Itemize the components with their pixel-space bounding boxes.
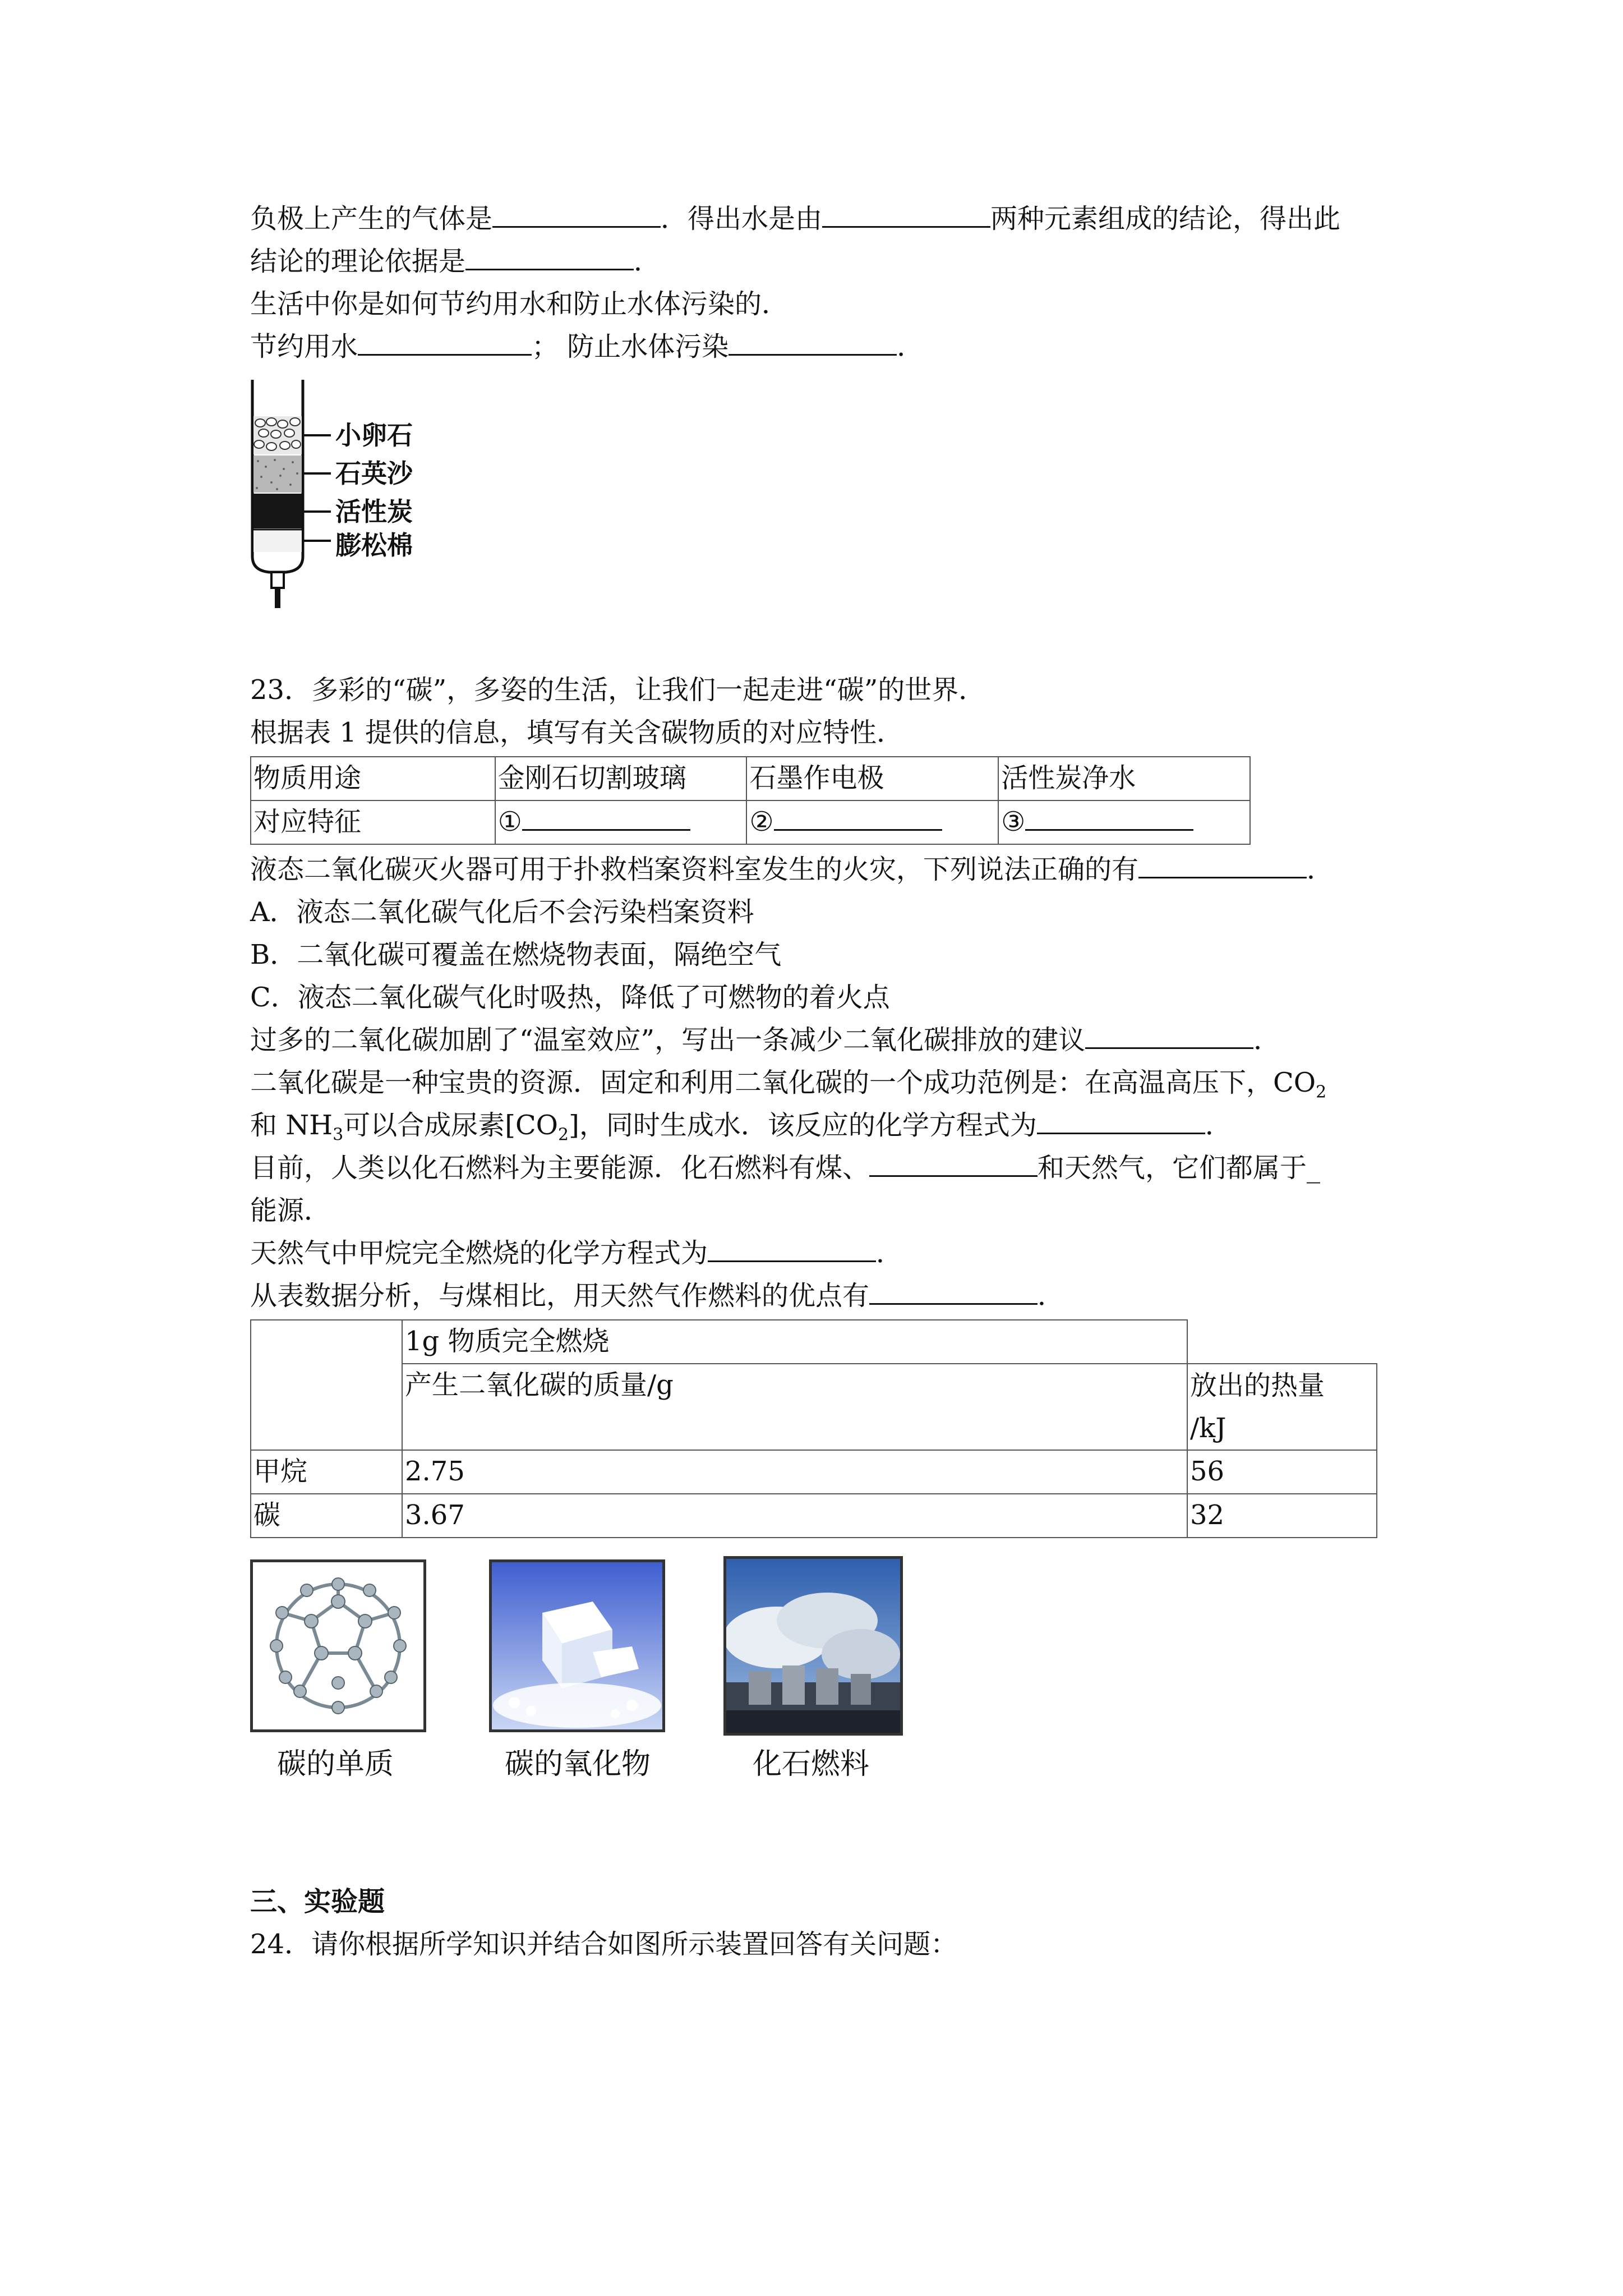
table-row <box>251 1494 1377 1538</box>
text-line-8 <box>250 1019 1280 1061</box>
circle-number: ③ <box>1001 806 1026 838</box>
answer-blank <box>822 204 990 228</box>
caption-carbon-oxide: 碳的氧化物 <box>504 1747 651 1781</box>
caption-carbon-element: 碳的单质 <box>276 1747 394 1781</box>
table-cell <box>495 800 747 844</box>
caption-fossil-fuel: 化石燃料 <box>752 1747 869 1781</box>
answer-blank <box>358 332 532 356</box>
text-line-7 <box>250 848 1334 891</box>
text-line-11 <box>250 1147 1320 1189</box>
text-line-3: 生活中你是如何节约用水和防止水体污染的． <box>250 288 789 320</box>
text: 液态二氧化碳灭火器可用于扑救档案资料室发生的火灾，下列说法正确的有 <box>250 854 1139 885</box>
text-line-13 <box>250 1232 903 1274</box>
answer-blank <box>492 204 661 228</box>
text: 结论的理论依据是 <box>250 246 466 277</box>
table-cell: 金刚石切割玻璃 <box>495 757 747 800</box>
table-cell <box>746 800 998 844</box>
text: 过多的二氧化碳加剧了“温室效应”，写出一条减少二氧化碳排放的建议 <box>250 1024 1086 1056</box>
table-row <box>251 1364 1377 1450</box>
text: ． <box>1205 1110 1232 1141</box>
subscript: 2 <box>558 1125 569 1145</box>
text: ． <box>634 246 661 277</box>
text-line-4 <box>250 325 924 368</box>
answer-blank <box>522 807 690 831</box>
table-cell: 56 <box>1187 1450 1377 1494</box>
fullerene-molecule-icon <box>253 1562 423 1729</box>
dry-ice-icon <box>492 1562 662 1729</box>
subscript: 3 <box>333 1125 344 1145</box>
text: ．得出水是由 <box>661 203 823 234</box>
text: ． <box>876 1237 903 1269</box>
answer-blank <box>728 332 897 356</box>
text: ． <box>897 331 924 362</box>
filter-label-pebbles: 小卵石 <box>335 420 413 450</box>
section-heading-experiments: 三、实验题 <box>250 1886 385 1917</box>
text: ； 防止水体污染 <box>532 331 729 362</box>
text: 从表数据分析，与煤相比，用天然气作燃料的优点有 <box>250 1280 870 1312</box>
subscript: 2 <box>1316 1082 1327 1102</box>
answer-blank <box>1138 854 1307 878</box>
table-cell: 2.75 <box>402 1450 1187 1494</box>
question-23-title: 23．多彩的“碳”，多姿的生活，让我们一起走进“碳”的世界． <box>250 674 986 706</box>
text: 可以合成尿素[CO <box>343 1110 559 1141</box>
power-plant-icon <box>726 1559 900 1733</box>
text-line-14 <box>250 1274 1064 1317</box>
table-cell: 1g 物质完全燃烧 <box>402 1320 1187 1364</box>
answer-blank <box>465 246 634 270</box>
option-c: C．液态二氧化碳气化时吸热，降低了可燃物的着火点 <box>250 982 890 1013</box>
text: 二氧化碳是一种宝贵的资源．固定和利用二氧化碳的一个成功范例是：在高温高压下，CO <box>250 1067 1316 1098</box>
question-24-title: 24．请你根据所学知识并结合如图所示装置回答有关问题： <box>250 1929 958 1960</box>
table-row <box>251 1450 1377 1494</box>
text: 目前，人类以化石燃料为主要能源．化石燃料有煤、 <box>250 1152 870 1184</box>
table-cell <box>1187 1364 1377 1450</box>
text: 两种元素组成的结论，得出此 <box>990 203 1341 234</box>
filter-label-cotton: 膨松棉 <box>335 530 413 560</box>
filter-label-activated-carbon: 活性炭 <box>335 496 413 527</box>
answer-blank <box>1085 1025 1253 1049</box>
fossil-fuel-image <box>723 1556 903 1736</box>
text: 天然气中甲烷完全燃烧的化学方程式为 <box>250 1237 708 1269</box>
text-line-12: 能源． <box>250 1195 331 1226</box>
table-cell <box>251 1320 402 1450</box>
text: 节约用水 <box>250 331 358 362</box>
table-cell: 甲烷 <box>251 1450 402 1494</box>
table-row <box>251 1320 1377 1364</box>
text-line-1 <box>250 197 1340 240</box>
header-unit: /kJ <box>1190 1412 1227 1444</box>
filter-label-quartz-sand: 石英沙 <box>335 458 413 489</box>
answer-blank <box>869 1153 1038 1177</box>
text: ． <box>1307 854 1334 885</box>
option-a: A．液态二氧化碳气化后不会污染档案资料 <box>250 896 754 928</box>
table-cell: 碳 <box>251 1494 402 1538</box>
text: ]，同时生成水．该反应的化学方程式为 <box>569 1110 1037 1141</box>
text: ． <box>1038 1280 1065 1312</box>
table-row <box>251 757 1250 800</box>
text: 和天然气，它们都属于_ <box>1038 1152 1321 1184</box>
table-combustion-data <box>250 1319 1377 1538</box>
table-cell: 产生二氧化碳的质量/g <box>402 1364 1187 1450</box>
answer-blank <box>774 807 942 831</box>
text-line-6: 根据表 1 提供的信息，填写有关含碳物质的对应特性． <box>250 717 904 748</box>
answer-blank <box>1025 807 1193 831</box>
table-cell: 石墨作电极 <box>746 757 998 800</box>
table-cell: 对应特征 <box>251 800 495 844</box>
circle-number: ① <box>497 806 522 838</box>
answer-blank <box>708 1238 876 1262</box>
table-cell: 物质用途 <box>251 757 495 800</box>
header-text: 放出的热量 <box>1190 1370 1325 1401</box>
table-cell: 32 <box>1187 1494 1377 1538</box>
table-carbon-uses <box>250 756 1251 845</box>
option-b: B．二氧化碳可覆盖在燃烧物表面，隔绝空气 <box>250 939 782 970</box>
text-line-2 <box>250 240 661 283</box>
table-row <box>251 800 1250 844</box>
table-cell <box>1187 1320 1377 1364</box>
carbon-oxide-image <box>489 1559 665 1732</box>
answer-blank <box>1037 1110 1205 1134</box>
text: 和 NH <box>250 1110 333 1141</box>
water-filter-diagram <box>247 377 460 624</box>
table-cell: 活性炭净水 <box>998 757 1250 800</box>
carbon-element-image <box>250 1559 426 1732</box>
text: ． <box>1253 1024 1281 1056</box>
table-cell: 3.67 <box>402 1494 1187 1538</box>
answer-blank <box>869 1281 1038 1305</box>
table-cell <box>998 800 1250 844</box>
text: 负极上产生的气体是 <box>250 203 493 234</box>
circle-number: ② <box>749 806 774 838</box>
